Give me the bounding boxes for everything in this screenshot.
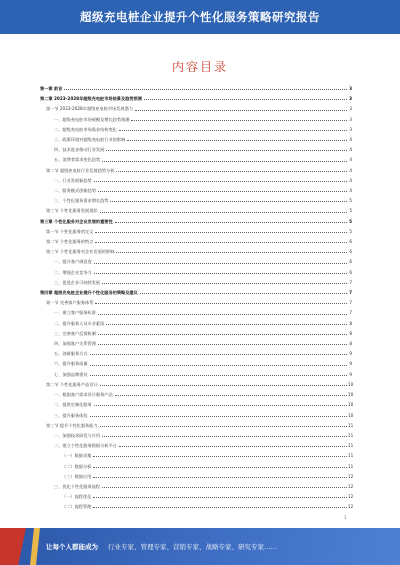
- toc-entry[interactable]: [40, 229, 352, 234]
- toc-entry[interactable]: [40, 484, 352, 489]
- toc-entry[interactable]: [40, 341, 352, 346]
- toc-entry-page: 4: [349, 188, 352, 194]
- toc-entry-label: 第一节 2023-2028年超级充电桩市场发展潜力: [46, 106, 133, 112]
- toc-entry-label: 二、增强企业竞争力: [54, 269, 92, 275]
- report-title: 超级充电桩企业提升个性化服务策略研究报告: [80, 10, 320, 24]
- toc-entry-page: 5: [349, 218, 352, 224]
- toc-entry-page: 8: [349, 330, 352, 336]
- toc-entry-label: 一、建立客户服务标准: [54, 310, 96, 316]
- toc-entry[interactable]: [40, 321, 352, 326]
- toc-entry-label: 二、建立个性化服务数据分析平台: [54, 443, 117, 449]
- toc-entry-label: （三）数据应用: [62, 473, 92, 479]
- toc-entry-label: 七、加强品牌建设: [54, 371, 88, 377]
- toc-entry-page: 9: [349, 371, 352, 377]
- toc-entry-page: 5: [349, 198, 352, 204]
- toc-entry-page: 3: [349, 96, 352, 102]
- toc-dot-leader: [144, 97, 347, 100]
- toc-entry[interactable]: [40, 188, 352, 193]
- toc-entry[interactable]: [40, 351, 352, 356]
- toc-entry-label: 第三节 提升个性化服务能力: [46, 422, 98, 428]
- toc-dot-leader: [94, 271, 347, 274]
- toc-entry[interactable]: [40, 453, 352, 458]
- toc-entry[interactable]: [40, 464, 352, 469]
- toc-entry-page: 6: [349, 239, 352, 245]
- toc-entry[interactable]: [40, 392, 352, 397]
- toc-entry[interactable]: [40, 106, 352, 111]
- toc-dot-leader: [140, 291, 347, 294]
- toc-entry-page: 10: [348, 412, 354, 418]
- toc-entry[interactable]: [40, 290, 352, 295]
- toc-entry-label: 一、提升客户满意度: [54, 259, 92, 265]
- toc-dot-leader: [93, 465, 347, 468]
- toc-dot-leader: [94, 261, 347, 264]
- toc-entry[interactable]: [40, 270, 352, 275]
- toc-entry[interactable]: [40, 300, 352, 305]
- toc-dot-leader: [90, 373, 347, 376]
- toc-entry[interactable]: [40, 413, 352, 418]
- toc-entry[interactable]: [40, 147, 352, 152]
- toc-entry-label: （一）流程优化: [62, 494, 92, 500]
- toc-entry-page: 11: [348, 443, 354, 449]
- toc-entry[interactable]: [40, 402, 352, 407]
- toc-entry-label: 三、政策环境对超级充电桩行业的影响: [54, 137, 126, 143]
- toc-entry[interactable]: [40, 494, 352, 499]
- toc-dot-leader: [106, 148, 347, 151]
- toc-dot-leader: [110, 199, 347, 202]
- toc-entry-page: 4: [349, 167, 352, 173]
- toc-entry-page: 3: [349, 126, 352, 132]
- toc-dot-leader: [98, 189, 347, 192]
- toc-entry-label: 第三章 个性化服务对企业发展的重要性: [40, 218, 113, 224]
- toc-entry[interactable]: [40, 382, 352, 387]
- toc-entry-page: 7: [349, 310, 352, 316]
- toc-dot-leader: [131, 118, 347, 121]
- footer-tag-list: 行业专家、管理专家、营销专家、战略专家、研究专家……: [108, 543, 277, 551]
- table-of-contents: [40, 86, 352, 510]
- toc-entry-page: 6: [349, 249, 352, 255]
- toc-entry-page: 7: [349, 300, 352, 306]
- toc-entry-page: 9: [349, 361, 352, 367]
- toc-dot-leader: [95, 230, 347, 233]
- toc-dot-leader: [100, 210, 347, 213]
- toc-entry-page: 3: [349, 86, 352, 91]
- toc-dot-leader: [94, 403, 347, 406]
- toc-entry-label: 第一节 完善客户服务体系: [46, 300, 94, 306]
- toc-entry[interactable]: [40, 331, 352, 336]
- toc-entry[interactable]: [40, 137, 352, 142]
- toc-dot-leader: [93, 505, 347, 508]
- toc-entry[interactable]: [40, 127, 352, 132]
- toc-entry-page: 8: [349, 341, 352, 347]
- toc-dot-leader: [94, 179, 347, 182]
- toc-entry-page: 8: [349, 320, 352, 326]
- toc-entry-label: 第一章 前言: [40, 86, 63, 91]
- report-header-bar: [0, 0, 400, 34]
- toc-entry[interactable]: [40, 239, 352, 244]
- toc-dot-leader: [98, 312, 347, 315]
- toc-entry-label: 第二章 2023-2028年超级充电桩市场前景及趋势预测: [40, 96, 142, 102]
- toc-entry-label: 六、提升服务质量: [54, 361, 88, 367]
- toc-dot-leader: [119, 128, 347, 131]
- toc-entry-page: 9: [349, 351, 352, 357]
- toc-entry-label: （一）数据采集: [62, 453, 92, 459]
- toc-entry-label: 二、超级充电桩市场需求结构变化: [54, 126, 117, 132]
- toc-entry-label: 第二节 个性化服务的特点: [46, 239, 94, 245]
- toc-entry-label: 二、服务模式创新趋势: [54, 188, 96, 194]
- toc-entry-page: 11: [348, 432, 354, 438]
- toc-entry[interactable]: [40, 280, 352, 285]
- toc-dot-leader: [93, 475, 347, 478]
- toc-entry-page: 7: [349, 279, 352, 285]
- toc-dot-leader: [95, 301, 347, 304]
- toc-entry[interactable]: [40, 249, 352, 254]
- toc-entry-label: 第二节 个性化服务产品设计: [46, 381, 98, 387]
- toc-entry-page: 10: [348, 381, 354, 387]
- toc-entry-label: 一、超级充电桩市场规模及增长趋势预测: [54, 116, 130, 122]
- toc-entry-label: 五、创新服务方式: [54, 351, 88, 357]
- toc-dot-leader: [90, 363, 347, 366]
- toc-dot-leader: [135, 108, 347, 111]
- toc-entry[interactable]: [40, 157, 352, 162]
- toc-entry-page: 12: [348, 473, 354, 479]
- toc-dot-leader: [102, 485, 347, 488]
- toc-dot-leader: [102, 159, 347, 162]
- toc-entry-page: 12: [348, 483, 354, 489]
- toc-entry-label: 四、技术进步推动行业发展: [54, 147, 105, 153]
- page-number: 1: [344, 515, 347, 520]
- toc-dot-leader: [98, 332, 347, 335]
- toc-entry-label: 第二节 超级充电桩行业发展趋势分析: [46, 167, 115, 173]
- toc-entry-label: 三、优化个性化服务流程: [54, 483, 101, 489]
- toc-dot-leader: [64, 87, 347, 90]
- toc-entry-label: （二）流程管理: [62, 504, 92, 510]
- toc-entry-page: 10: [348, 392, 354, 398]
- toc-entry-label: 二、提供定制化服务: [54, 402, 92, 408]
- toc-entry-label: 第三节 个性化服务对企业发展的影响: [46, 249, 115, 255]
- toc-entry-page: 4: [349, 137, 352, 143]
- toc-entry-page: 5: [349, 208, 352, 214]
- toc-entry-label: 三、提升服务体验: [54, 412, 88, 418]
- toc-dot-leader: [115, 220, 347, 223]
- toc-entry[interactable]: [40, 361, 352, 366]
- toc-dot-leader: [119, 444, 347, 447]
- toc-entry[interactable]: [40, 474, 352, 479]
- toc-entry[interactable]: [40, 219, 352, 224]
- toc-entry-page: 4: [349, 177, 352, 183]
- toc-entry-label: 一、根据客户需求设计服务产品: [54, 392, 113, 398]
- toc-entry-page: 5: [349, 228, 352, 234]
- toc-entry[interactable]: [40, 96, 352, 101]
- toc-dot-leader: [93, 495, 347, 498]
- toc-entry-label: 一、加强技术研发与应用: [54, 432, 101, 438]
- toc-entry-label: 第四章 超级充电桩企业提升个性化服务的策略及建议: [40, 290, 138, 296]
- footer-banner: [0, 528, 400, 565]
- toc-entry-page: 12: [348, 504, 354, 510]
- toc-entry-page: 3: [349, 116, 352, 122]
- toc-dot-leader: [93, 454, 347, 457]
- toc-dot-leader: [116, 169, 347, 172]
- toc-heading: 内容目录: [171, 60, 228, 74]
- toc-entry[interactable]: [40, 372, 352, 377]
- toc-entry[interactable]: [40, 198, 352, 203]
- toc-entry[interactable]: [40, 504, 352, 509]
- footer-lead-text: 让每个人都能成为: [46, 543, 98, 551]
- toc-entry-label: （二）数据分析: [62, 463, 92, 469]
- toc-entry-page: 10: [348, 402, 354, 408]
- toc-dot-leader: [102, 281, 347, 284]
- toc-dot-leader: [127, 138, 347, 141]
- toc-dot-leader: [90, 414, 347, 417]
- toc-dot-leader: [102, 434, 347, 437]
- toc-entry-label: 三、个性化服务需求增长趋势: [54, 198, 109, 204]
- toc-entry-page: 7: [349, 290, 352, 296]
- toc-entry[interactable]: [40, 259, 352, 264]
- toc-entry[interactable]: [40, 168, 352, 173]
- toc-entry-page: 11: [348, 463, 354, 469]
- toc-entry[interactable]: [40, 208, 352, 213]
- toc-dot-leader: [98, 342, 347, 345]
- toc-entry[interactable]: [40, 310, 352, 315]
- toc-entry[interactable]: [40, 117, 352, 122]
- toc-dot-leader: [100, 424, 347, 427]
- toc-entry-page: 6: [349, 269, 352, 275]
- toc-entry-label: 三、完善客户反馈机制: [54, 330, 96, 336]
- toc-entry[interactable]: [40, 443, 352, 448]
- toc-entry-page: 3: [349, 106, 352, 112]
- toc-entry-page: 4: [349, 147, 352, 153]
- toc-dot-leader: [106, 322, 347, 325]
- toc-entry[interactable]: [40, 86, 352, 91]
- toc-dot-leader: [116, 250, 347, 253]
- toc-entry-label: 五、消费者需求变化趋势: [54, 157, 101, 163]
- toc-entry-label: 三、促进企业可持续发展: [54, 279, 101, 285]
- toc-entry[interactable]: [40, 433, 352, 438]
- toc-entry-page: 11: [348, 453, 354, 459]
- toc-entry-label: 第一节 个性化服务的定义: [46, 228, 94, 234]
- toc-dot-leader: [95, 240, 347, 243]
- toc-entry-label: 二、提升服务人员专业素质: [54, 320, 105, 326]
- toc-entry-page: 6: [349, 259, 352, 265]
- toc-entry[interactable]: [40, 178, 352, 183]
- toc-dot-leader: [100, 383, 347, 386]
- toc-entry[interactable]: [40, 423, 352, 428]
- toc-entry-label: 一、行业发展新趋势: [54, 177, 92, 183]
- toc-dot-leader: [90, 352, 347, 355]
- toc-dot-leader: [115, 393, 347, 396]
- toc-entry-page: 4: [349, 157, 352, 163]
- footer-slogan: [46, 528, 386, 565]
- toc-entry-label: 四、加强客户关系管理: [54, 341, 96, 347]
- toc-entry-page: 12: [348, 494, 354, 500]
- toc-entry-label: 第三节 个性化服务发展现状: [46, 208, 98, 214]
- toc-entry-page: 11: [348, 422, 354, 428]
